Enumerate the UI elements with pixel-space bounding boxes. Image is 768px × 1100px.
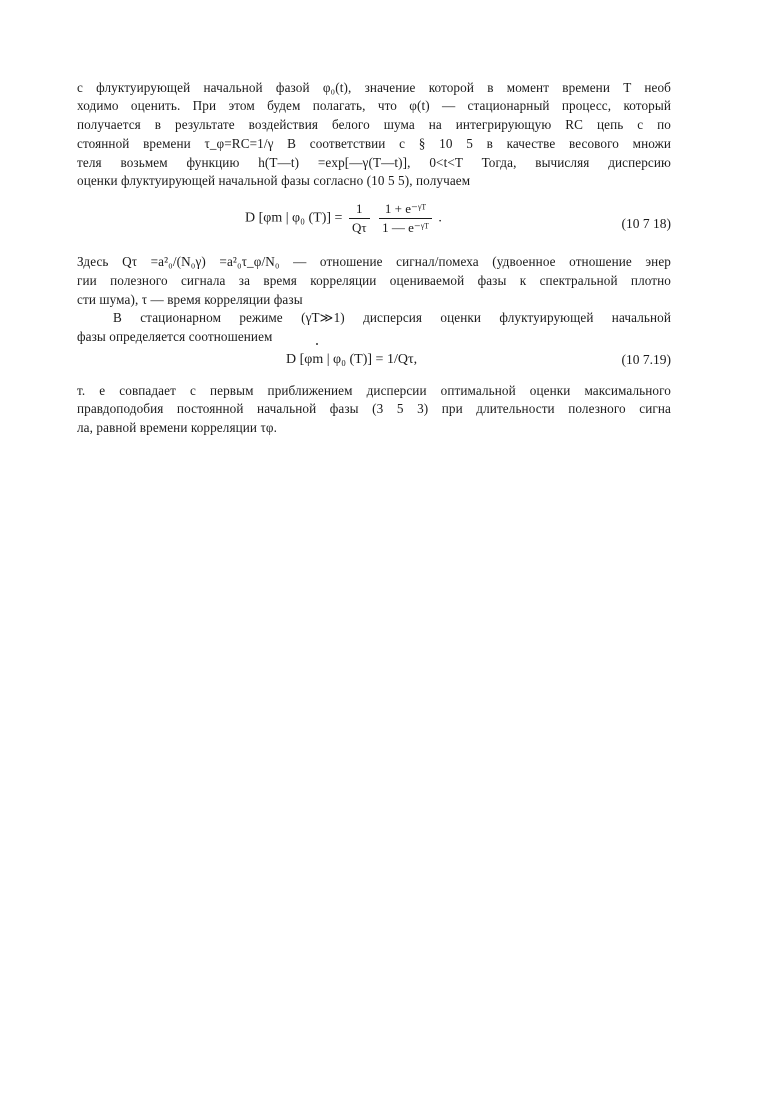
print-speck — [316, 343, 318, 345]
paragraph1-line-4: стоянной времени τ_φ=RC=1/γ В соответствии с § 10 5 в качестве весового множи — [77, 136, 671, 151]
equation1-lhs: D [φm | φ₀ (T)] = — [245, 210, 343, 226]
paragraph1-line-3: получается в результате воздействия белого шума на интегрирующую RC цепь с по — [77, 117, 671, 132]
paragraph1-line-6: оценки флуктуирующей начальной фазы согласно (10 5 5), получаем — [77, 173, 471, 188]
equation1-frac1-denominator: Qτ — [351, 220, 367, 235]
paragraph4-line-2: правдоподобия постоянной начальной фазы (3 5 3) при длительности полезного сигна — [77, 401, 671, 416]
paragraph4-line-3: ла, равной времени корреляции τφ. — [77, 420, 277, 435]
paragraph2-line-1: Здесь Qτ =a²₀/(N₀γ) =a²₀τ_φ/N₀ — отношение сигнал/помеха (удвоенное отношение энер — [77, 254, 671, 269]
paragraph1-line-1: с флуктуирующей начальной фазой φ₀(t), значение которой в момент времени T необ — [77, 80, 671, 95]
paragraph4-line-1: т. е совпадает с первым приближением дисперсии оптимальной оценки максимального — [77, 383, 671, 398]
equation1-fraction-1 — [349, 201, 370, 236]
equation1-frac2-denominator: 1 — e⁻ᵞᵀ — [382, 220, 429, 235]
equation1-frac1-numerator: 1 — [349, 201, 370, 219]
paragraph3-line-1: В стационарном режиме (γT≫1) дисперсия оценки флуктуирующей начальной — [113, 310, 671, 325]
equation1-number: (10 7 18) — [621, 216, 671, 231]
paragraph3-line-2: фазы определяется соотношением — [77, 329, 273, 344]
equation2-number: (10 7.19) — [621, 352, 671, 367]
paragraph1-line-2: ходимо оценить. При этом будем полагать, что φ(t) — стационарный процесс, который — [77, 98, 671, 113]
paragraph2-line-3: сти шума), τ — время корреляции фазы — [77, 292, 303, 307]
equation-10-7-18 — [245, 201, 442, 236]
paragraph2-line-2: гии полезного сигнала за время корреляции оцениваемой фазы к спектральной плотно — [77, 273, 671, 288]
equation1-fraction-2 — [379, 201, 432, 236]
equation-10-7-19: D [φm | φ₀ (T)] = 1/Qτ, — [286, 352, 418, 367]
paragraph1-line-5: теля возьмем функцию h(T—t) =exp[—γ(T—t)], 0<t<T Тогда, вычисляя дисперсию — [77, 155, 671, 170]
equation1-frac2-numerator: 1 + e⁻ᵞᵀ — [379, 201, 432, 219]
equation1-tail: . — [438, 210, 442, 226]
